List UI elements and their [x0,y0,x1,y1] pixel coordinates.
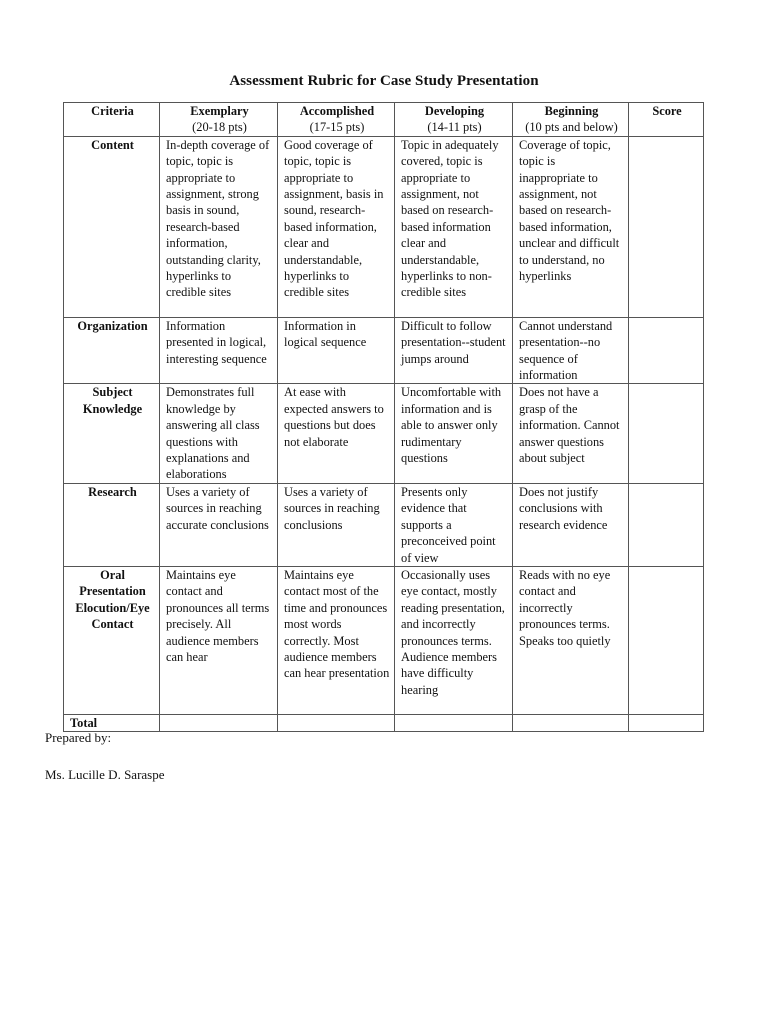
header-criteria-label: Criteria [91,104,134,118]
preparer-name: Ms. Lucille D. Saraspe [45,767,165,782]
header-row [64,103,704,137]
header-developing-label: Developing [424,104,485,118]
beginning-cell: Coverage of topic, topic is inappropriate to assignment, not based on research-based information, unclear and difficult to understand, no hyperlinks [513,136,629,317]
total-label: Total [64,714,160,731]
rubric-row-content [64,136,704,317]
score-cell[interactable] [629,483,704,566]
criterion-cell: Subject Knowledge [64,384,160,483]
developing-cell: Uncomfortable with information and is able to answer only rudimentary questions [395,384,513,483]
beginning-cell: Reads with no eye contact and incorrectly pronounces terms. Speaks too quietly [513,566,629,714]
accomplished-cell: At ease with expected answers to questions but does not elaborate [278,384,395,483]
beginning-cell: Cannot understand presentation--no sequence of information [513,317,629,384]
score-cell[interactable] [629,384,704,483]
document-title: Assessment Rubric for Case Study Presentation [229,73,539,89]
header-developing [395,103,513,137]
header-accomplished-points: (17-15 pts) [309,120,365,135]
total-row [64,714,704,731]
accomplished-cell: Good coverage of topic, topic is appropriate to assignment, basis in sound, research-based information, clear and understandable, hyperlinks to credible sites [278,136,395,317]
total-empty-cell [513,714,629,731]
total-empty-cell [160,714,278,731]
rubric-table [63,102,704,732]
accomplished-cell: Uses a variety of sources in reaching conclusions [278,483,395,566]
total-empty-cell [278,714,395,731]
developing-cell: Presents only evidence that supports a preconceived point of view [395,483,513,566]
score-cell[interactable] [629,566,704,714]
prepared-by-label: Prepared by: [45,730,112,745]
header-score-label: Score [652,104,682,118]
exemplary-cell: Maintains eye contact and pronounces all terms precisely. All audience members can hear [160,566,278,714]
accomplished-cell: Information in logical sequence [278,317,395,384]
total-empty-cell [395,714,513,731]
header-criteria [64,103,160,137]
criterion-cell: Oral Presentation Elocution/Eye Contact [64,566,160,714]
criterion-cell: Research [64,483,160,566]
score-cell[interactable] [629,317,704,384]
beginning-cell: Does not have a grasp of the information. Cannot answer questions about subject [513,384,629,483]
developing-cell: Occasionally uses eye contact, mostly reading presentation, and incorrectly pronounces terms. Audience members have difficulty hearing [395,566,513,714]
header-developing-points: (14-11 pts) [427,120,482,135]
score-cell[interactable] [629,136,704,317]
rubric-row-subject-knowledge [64,384,704,483]
header-exemplary-points: (20-18 pts) [192,120,247,135]
exemplary-cell: In-depth coverage of topic, topic is appropriate to assignment, strong basis in sound, research-based information, outstanding clarity, hyperlinks to credible sites [160,136,278,317]
rubric-row-organization [64,317,704,384]
beginning-cell: Does not justify conclusions with research evidence [513,483,629,566]
header-score [629,103,704,137]
criterion-cell: Content [64,136,160,317]
header-beginning-points: (10 pts and below) [525,120,618,135]
exemplary-cell: Uses a variety of sources in reaching accurate conclusions [160,483,278,566]
rubric-row-oral-presentation [64,566,704,714]
exemplary-cell: Information presented in logical, interesting sequence [160,317,278,384]
header-beginning-label: Beginning [544,104,599,118]
total-score-cell[interactable] [629,714,704,731]
criterion-cell: Organization [64,317,160,384]
header-beginning [513,103,629,137]
rubric-row-research [64,483,704,566]
developing-cell: Topic in adequately covered, topic is appropriate to assignment, not based on research-based information clear and understandable, hyperlinks to non-credible sites [395,136,513,317]
exemplary-cell: Demonstrates full knowledge by answering all class questions with explanations and elaborations [160,384,278,483]
header-accomplished [278,103,395,137]
developing-cell: Difficult to follow presentation--student jumps around [395,317,513,384]
accomplished-cell: Maintains eye contact most of the time and pronounces most words correctly. Most audience members can hear presentation [278,566,395,714]
header-accomplished-label: Accomplished [299,104,375,118]
header-exemplary [160,103,278,137]
header-exemplary-label: Exemplary [190,104,249,118]
